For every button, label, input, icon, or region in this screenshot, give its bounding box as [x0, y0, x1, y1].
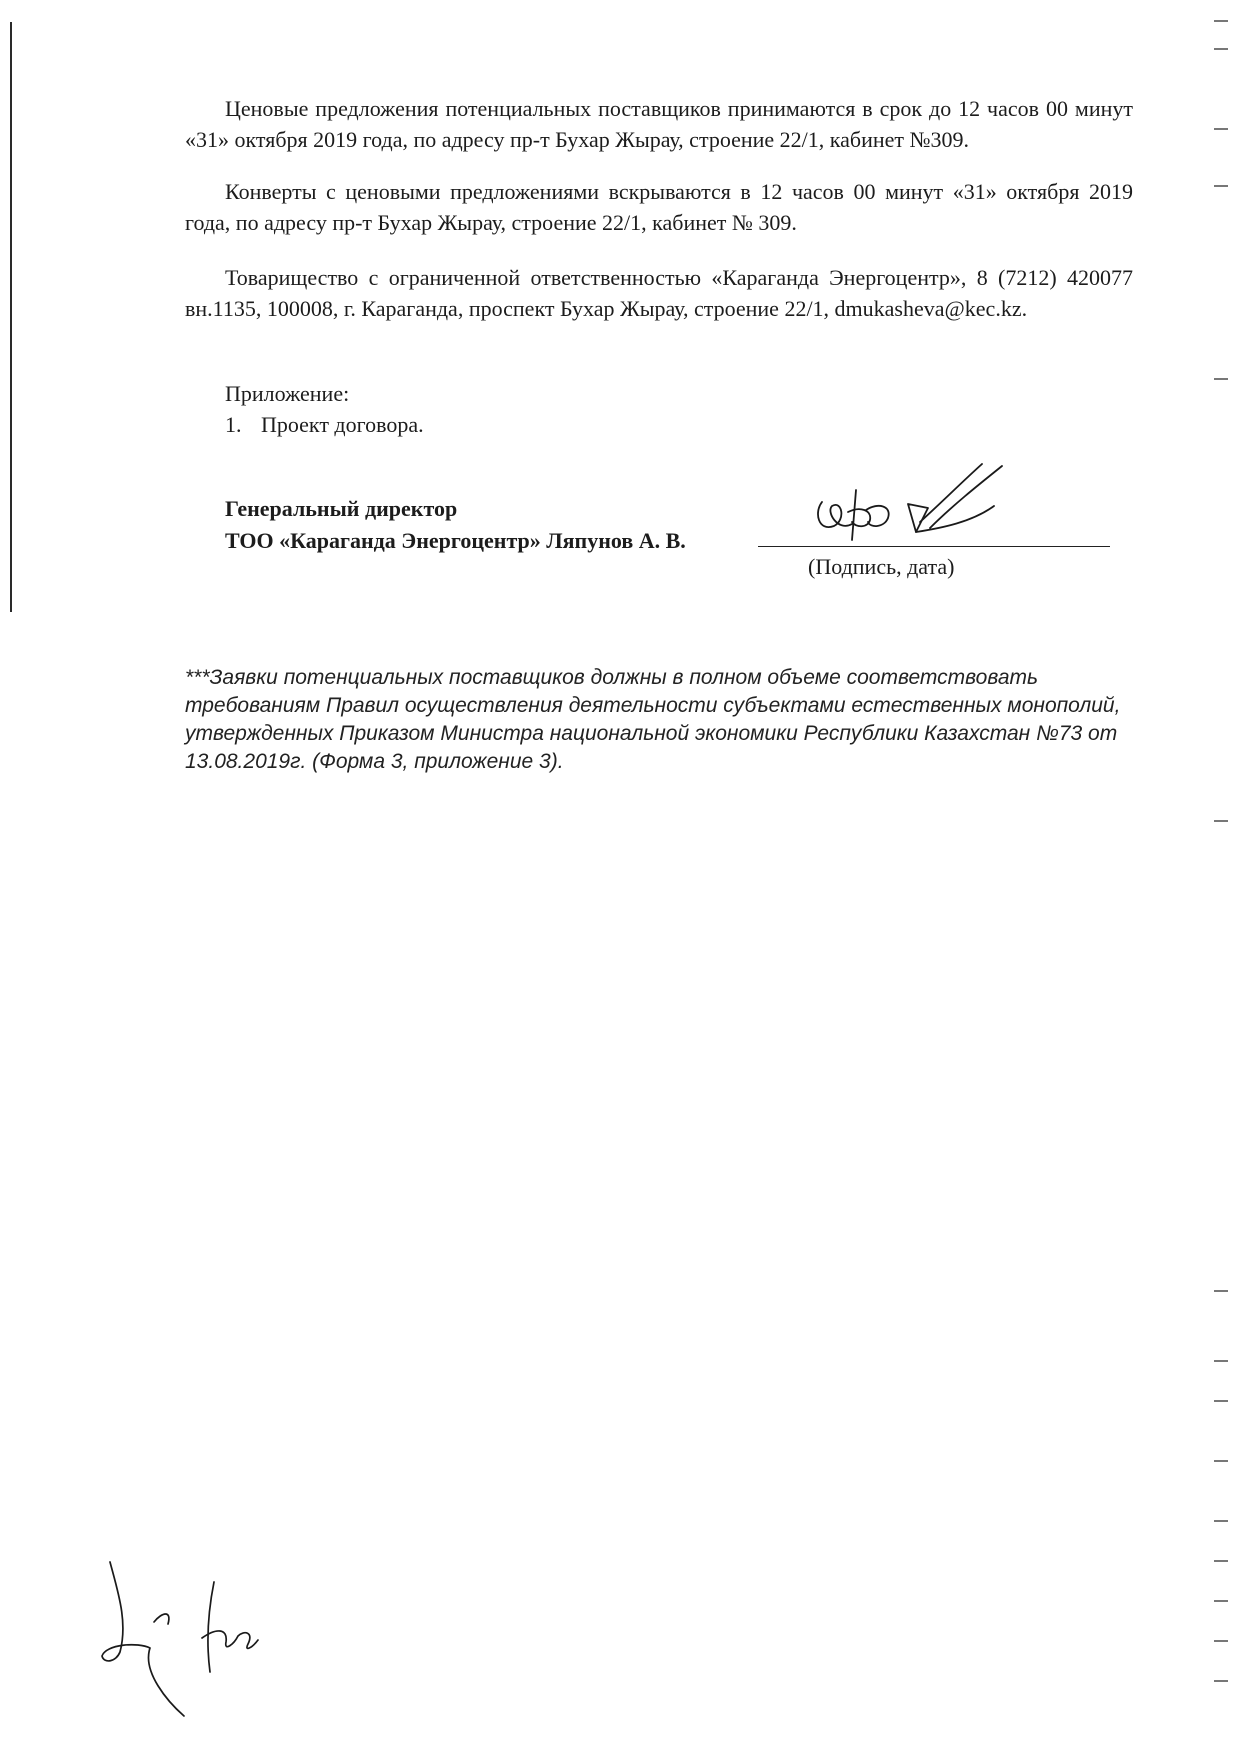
paragraph-contacts: Товарищество с ограниченной ответственностью «Караганда Энергоцентр», 8 (7212) 420077 вн.1135, 100008, г. Караганда, проспект Бухар Жырау, строение 22/1, dmukasheva@kec.kz. [185, 265, 1133, 321]
appendix-item [225, 409, 424, 440]
scan-edge-marks [1210, 0, 1234, 1754]
signatory-org-name: ТОО «Караганда Энергоцентр» Ляпунов А. В. [225, 528, 686, 553]
paragraph-opening: Конверты с ценовыми предложениями вскрываются в 12 часов 00 минут «31» октября 2019 года, по адресу пр-т Бухар Жырау, строение 22/1, кабинет № 309. [185, 179, 1133, 235]
appendix-label: Приложение: [225, 381, 350, 406]
paragraph-deadline: Ценовые предложения потенциальных поставщиков принимаются в срок до 12 часов 00 минут «31» октября 2019 года, по адресу пр-т Бухар Жырау, строение 22/1, кабинет №309. [185, 96, 1133, 152]
scan-margin-line [10, 22, 12, 612]
footnote-note: ***Заявки потенциальных поставщиков должны в полном объеме соответствовать требованиям Правил осуществления деятельности субъектами естественных монополий, утвержденных Приказом Министра национальной экономики Республики Казахстан №73 от 13.08.2019г. (Форма 3, приложение 3). [185, 666, 1121, 773]
handwritten-initials [98, 1552, 298, 1722]
handwritten-signature [812, 462, 1022, 552]
signature-caption: (Подпись, дата) [808, 554, 955, 579]
signatory-title: Генеральный директор [225, 496, 458, 521]
appendix-item-number: 1. [225, 412, 242, 437]
appendix-item-text: Проект договора. [261, 412, 424, 437]
